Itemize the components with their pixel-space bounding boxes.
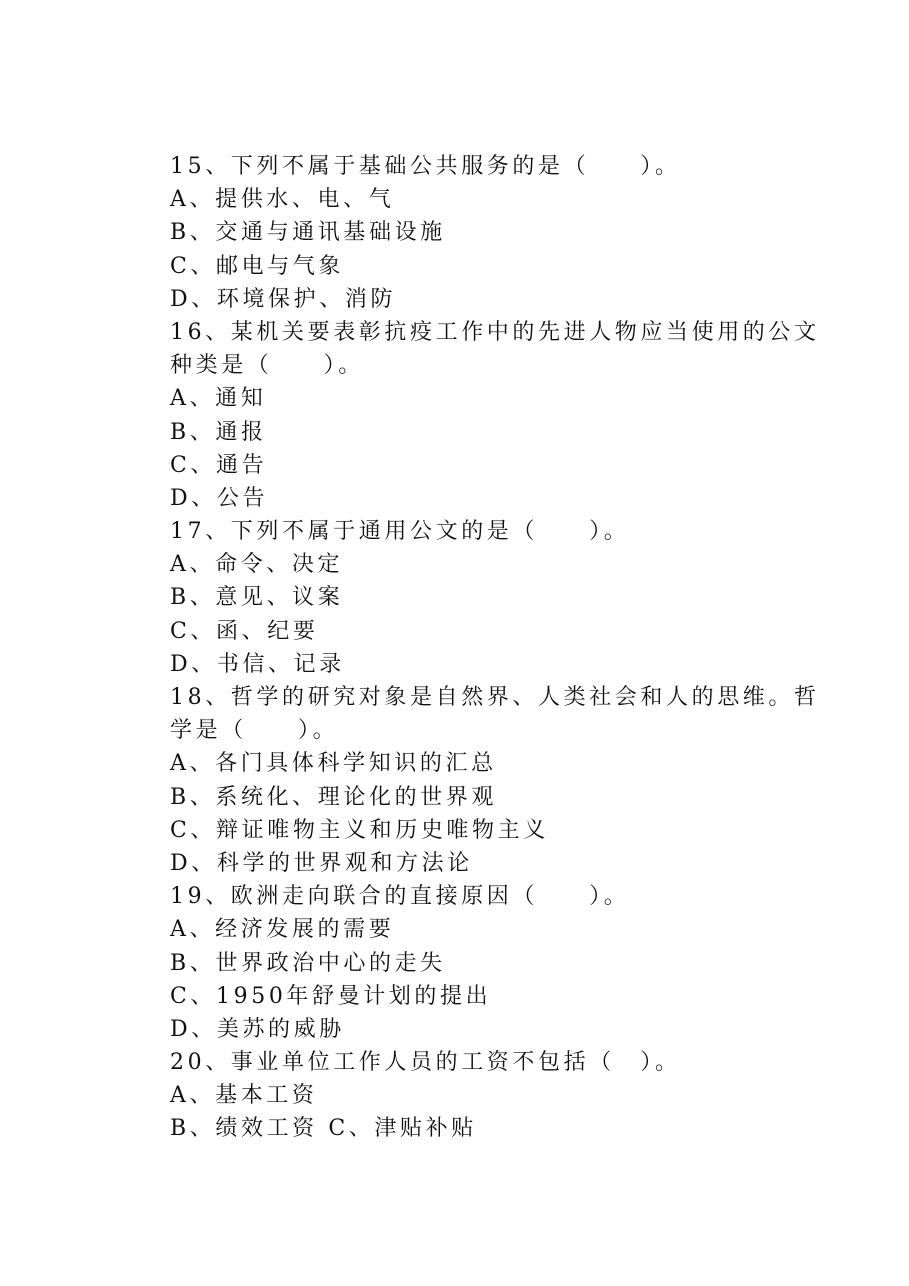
question-16-option-a: A、通知 (170, 386, 267, 412)
question-17-option-c: C、函、纪要 (170, 618, 319, 644)
question-16-option-c: C、通告 (170, 452, 268, 478)
question-20-option-a: A、基本工资 (170, 1083, 318, 1109)
question-19-option-d: D、美苏的威胁 (170, 1016, 345, 1042)
question-20-stem: 20、事业单位工作人员的工资不包括（ ）。 (170, 1050, 681, 1076)
question-17-option-d: D、书信、记录 (170, 651, 345, 677)
question-18-option-d: D、科学的世界观和方法论 (170, 850, 473, 876)
question-16-stem: 16、某机关要表彰抗疫工作中的先进人物应当使用的公文 (170, 319, 820, 345)
question-17-stem: 17、下列不属于通用公文的是（ ）。 (170, 519, 630, 545)
question-19-stem: 19、欧洲走向联合的直接原因（ ）。 (170, 884, 630, 910)
question-19-option-c: C、1950年舒曼计划的提出 (170, 983, 492, 1009)
question-19-option-a: A、经济发展的需要 (170, 917, 395, 943)
question-18-option-a: A、各门具体科学知识的汇总 (170, 751, 497, 777)
question-20-option-b-c: B、绩效工资 C、津贴补贴 (170, 1116, 477, 1142)
question-16-stem-continued: 种类是（ ）。 (170, 353, 364, 379)
question-16-option-b: B、通报 (170, 419, 267, 445)
question-18-option-c: C、辩证唯物主义和历史唯物主义 (170, 817, 549, 843)
question-15-option-b: B、交通与通讯基础设施 (170, 220, 446, 246)
question-15-stem: 15、下列不属于基础公共服务的是（ ）。 (170, 154, 681, 179)
question-17-option-b: B、意见、议案 (170, 585, 344, 611)
question-15-option-a: A、提供水、电、气 (170, 187, 395, 213)
question-18-stem-continued: 学是（ ）。 (170, 718, 339, 744)
question-17-option-a: A、命令、决定 (170, 552, 344, 578)
question-19-option-b: B、世界政治中心的走失 (170, 950, 446, 976)
question-16-option-d: D、公告 (170, 485, 269, 511)
question-18-option-b: B、系统化、理论化的世界观 (170, 784, 497, 810)
question-15-option-c: C、邮电与气象 (170, 253, 345, 279)
question-18-stem: 18、哲学的研究对象是自然界、人类社会和人的思维。哲 (170, 685, 820, 710)
question-text-block (170, 150, 820, 1146)
question-15-option-d: D、环境保护、消防 (170, 286, 397, 312)
